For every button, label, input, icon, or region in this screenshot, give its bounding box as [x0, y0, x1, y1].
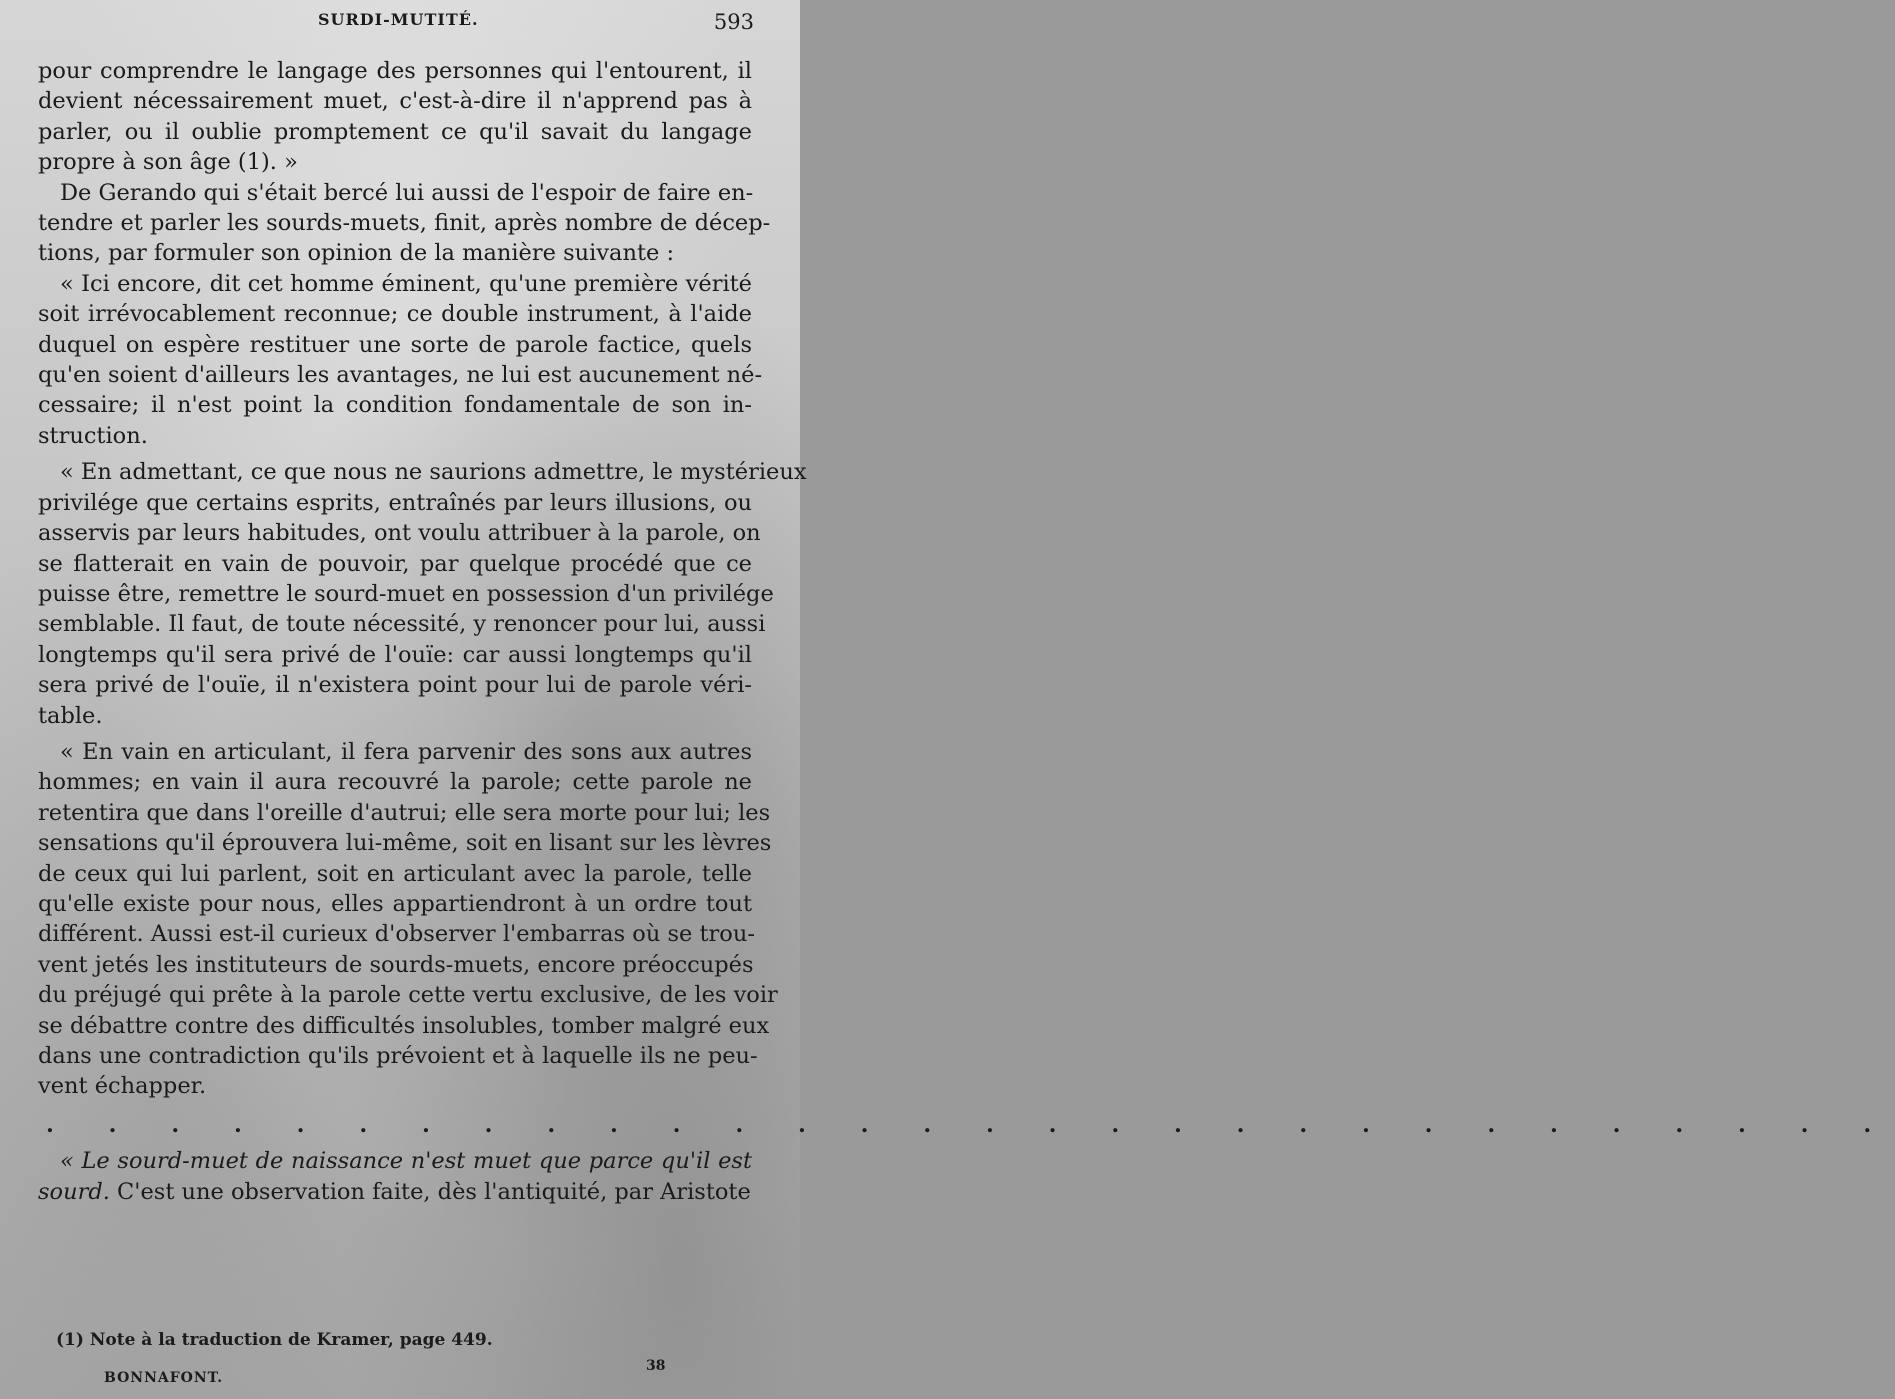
text-line: soit irrévocablement reconnue; ce double instrument, à l'aide: [38, 301, 752, 328]
text-line: duquel on espère restituer une sorte de parole factice, quels: [38, 331, 752, 358]
text-line: cessaire; il n'est point la condition fondamentale de son in-: [38, 392, 752, 419]
text-line: struction.: [38, 422, 148, 449]
text-line: tions, par formuler son opinion de la manière suivante :: [38, 240, 675, 267]
footnote: (1) Note à la traduction de Kramer, page 449.: [56, 1330, 493, 1350]
text-line: propre à son âge (1). »: [38, 149, 298, 176]
text-line: hommes; en vain il aura recouvré la parole; cette parole ne: [38, 769, 752, 796]
body-text: [38, 56, 1895, 1207]
text-line: différent. Aussi est-il curieux d'observer l'embarras où se trou-: [38, 921, 755, 948]
text-line: qu'en soient d'ailleurs les avantages, ne lui est aucunement né-: [38, 362, 763, 389]
text-line: qu'elle existe pour nous, elles appartiendront à un ordre tout: [38, 890, 752, 917]
text-line: semblable. Il faut, de toute nécessité, y renoncer pour lui, aussi: [38, 611, 766, 638]
italic-quote: « Le sourd-muet de naissance n'est muet que parce qu'il est: [60, 1148, 752, 1175]
text-line: sera privé de l'ouïe, il n'existera point pour lui de parole véri-: [38, 672, 752, 699]
text-line: retentira que dans l'oreille d'autrui; elle sera morte pour lui; les: [38, 799, 771, 826]
signature-mark: BONNAFONT.: [104, 1370, 224, 1386]
italic-quote-end: sourd.: [38, 1178, 110, 1205]
signature-number: 38: [646, 1358, 666, 1374]
text-line: parler, ou il oublie promptement ce qu'il savait du langage: [38, 118, 752, 145]
text-line: privilége que certains esprits, entraînés par leurs illusions, ou: [38, 489, 752, 516]
text-line: « Ici encore, dit cet homme éminent, qu'une première vérité: [60, 270, 752, 297]
text-continuation: C'est une observation faite, dès l'antiquité, par Aristote: [109, 1178, 751, 1205]
text-line: du préjugé qui prête à la parole cette vertu exclusive, de les voir: [38, 982, 778, 1009]
text-line: pour comprendre le langage des personnes qui l'entourent, il: [38, 58, 752, 84]
text-line: vent jetés les instituteurs de sourds-muets, encore préoccupés: [38, 951, 754, 978]
text-line: de ceux qui lui parlent, soit en articulant avec la parole, telle: [38, 860, 752, 887]
text-line: se flatterait en vain de pouvoir, par quelque procédé que ce: [38, 550, 752, 577]
ellipsis-separator: . . . . . . . . . . . . . . . . . . . . . . . . . . . . . .: [46, 1111, 1895, 1138]
text-line: [38, 1146, 752, 1176]
text-line: tendre et parler les sourds-muets, finit, après nombre de décep-: [38, 210, 771, 237]
page-number: 593: [713, 10, 754, 34]
text-line: sensations qu'il éprouvera lui-même, soit en lisant sur les lèvres: [38, 830, 772, 857]
text-line: asservis par leurs habitudes, ont voulu attribuer à la parole, on: [38, 520, 761, 547]
text-line: vent échapper.: [38, 1073, 207, 1100]
text-line: dans une contradiction qu'ils prévoient et à laquelle ils ne peu-: [38, 1043, 758, 1069]
text-line: [38, 1177, 752, 1207]
text-line: devient nécessairement muet, c'est-à-dire il n'apprend pas à: [38, 88, 752, 115]
page-header: [0, 6, 800, 38]
text-line: puisse être, remettre le sourd-muet en possession d'un privilége: [38, 580, 774, 607]
text-line: longtemps qu'il sera privé de l'ouïe: car aussi longtemps qu'il: [38, 641, 752, 668]
text-line: « En vain en articulant, il fera parvenir des sons aux autres: [60, 738, 752, 765]
text-line: se débattre contre des difficultés insolubles, tomber malgré eux: [38, 1012, 770, 1039]
text-line: De Gerando qui s'était bercé lui aussi de l'espoir de faire en-: [60, 179, 754, 206]
text-line: table.: [38, 702, 103, 729]
text-line: « En admettant, ce que nous ne saurions admettre, le mystérieux: [60, 459, 807, 486]
running-head: SURDI-MUTITÉ.: [318, 10, 479, 29]
